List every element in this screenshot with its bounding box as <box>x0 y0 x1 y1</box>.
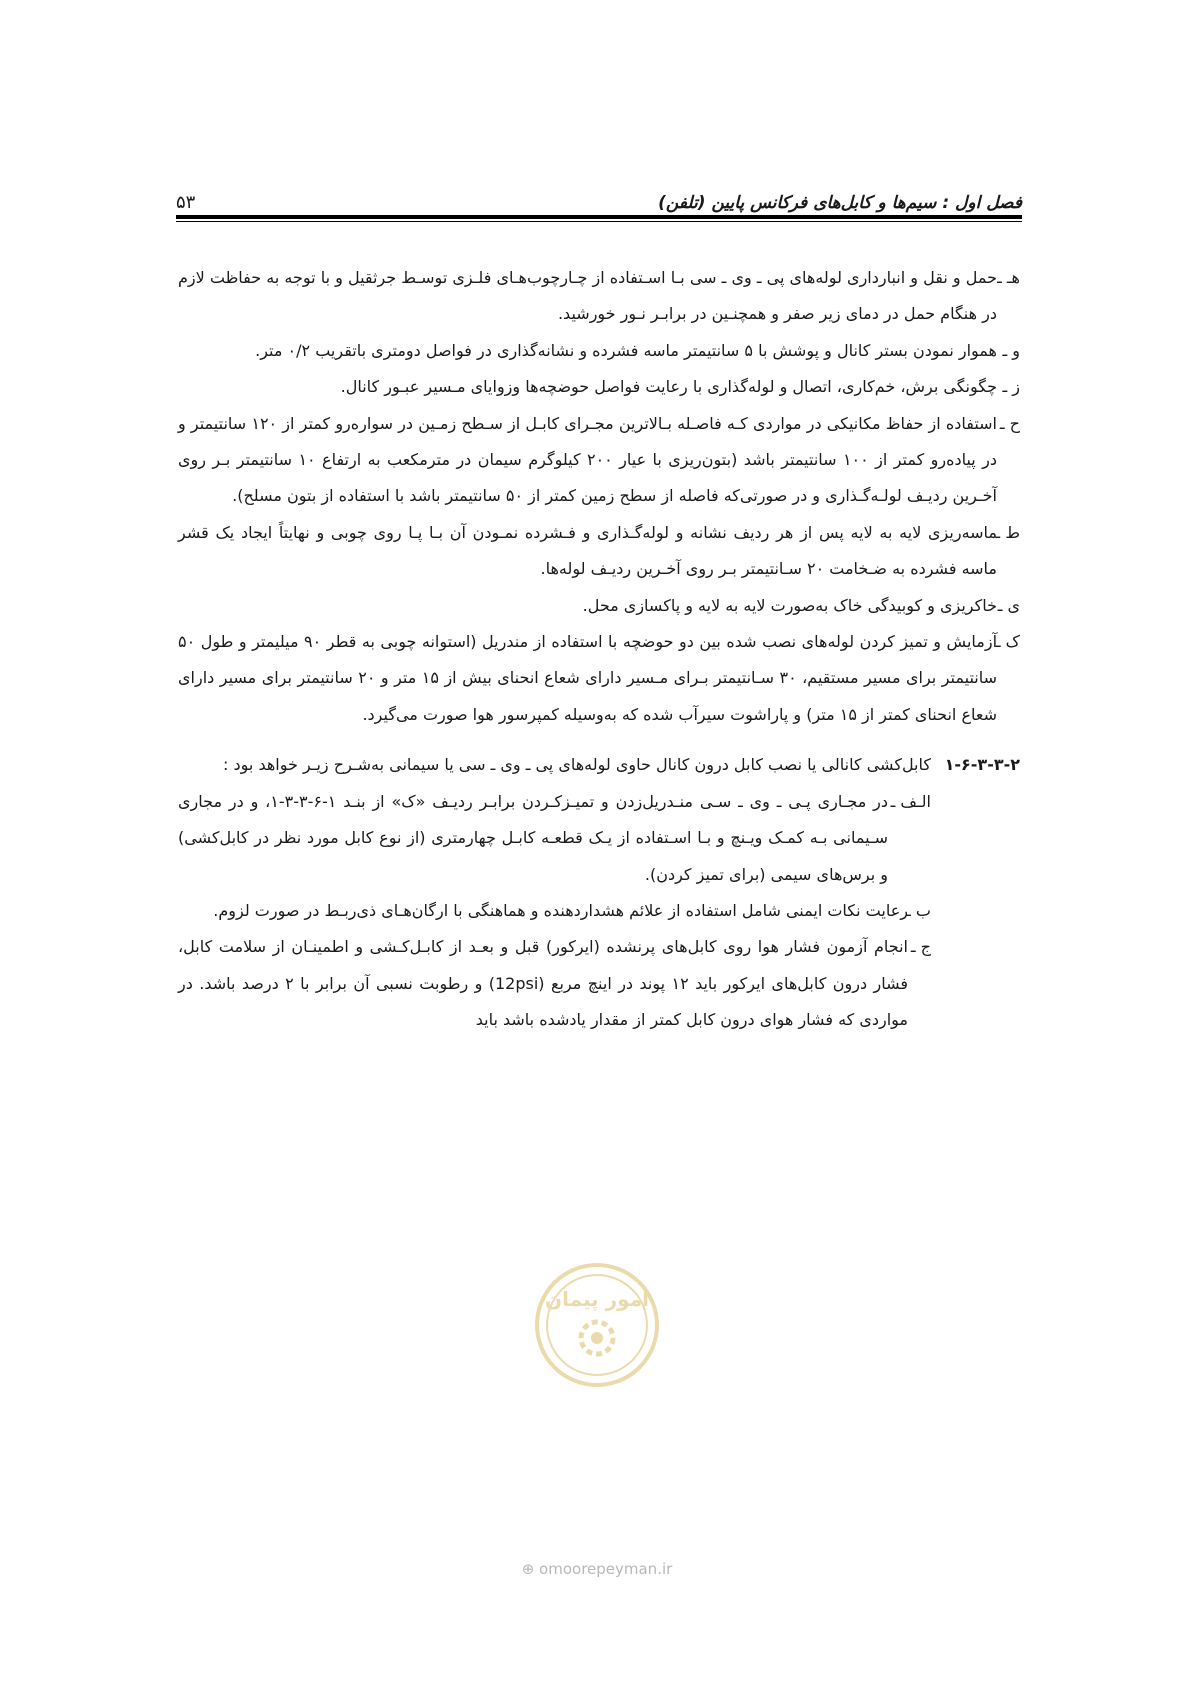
list-item <box>178 369 1020 405</box>
list-item <box>178 588 1020 624</box>
sub-item-text: در مجـاری پـی ـ وی ـ سـی منـدریل‌زدن و تمیـزکـردن برابـر ردیـف «ک» از بنـد ۱-۶-۳-۳-۱، و در مجاری سـیمانی بـه کمـک ویـنچ و بـا اسـتفاده از یـک قطعـه کابـل چهارمتری (از نوع کابل مورد نظر در کابل‌کشی) و برس‌های سیمی (برای تمیز کردن). <box>178 791 888 884</box>
sub-list-item <box>178 893 931 929</box>
section-intro: کابل‌کشی کانالی یا نصب کابل درون کانال حاوی لوله‌های پی ـ وی ـ سی یا سیمانی به‌شـرح زیـر خواهد بود : <box>223 755 931 775</box>
item-marker: ح ـ <box>999 413 1020 433</box>
section-block <box>178 747 1020 1038</box>
document-body <box>178 260 1020 1039</box>
item-text: استفاده از حفاظ مکانیکی در مواردی کـه فاصـله بـالاترین مجـرای کابـل از سـطح زمـین در سواره‌رو کمتر از ۱۲۰ سانتیمتر و در پیاده‌رو کمتر از ۱۰۰ سانتیمتر باشد (بتون‌ریزی با عیار ۲۰۰ کیلوگرم سیمان در مترمکعب به ارتفاع ۱۰ سانتیمتر بـر روی آخـرین ردیـف لولـه‌گـذاری و در صورتی‌که فاصله از سطح زمین کمتر از ۵۰ سانتیمتر باشد با استفاده از بتون مسلح). <box>178 413 997 506</box>
section-body <box>178 747 931 1038</box>
sub-list-item <box>178 929 931 1038</box>
list-item <box>178 624 1020 733</box>
page-header <box>176 183 1022 213</box>
watermark-text: امور پیمان <box>545 1287 649 1311</box>
sub-item-marker: ب ـ <box>906 900 931 920</box>
sub-item-text: انجام آزمون فشار هوا روی کابل‌های پرنشده (ایرکور) قبل و بعـد از کابـل‌کـشی و اطمینـان از سلامت کابل، فشار درون کابل‌های ایرکور باید ۱۲ پوند در اینچ مربع (12psi) و رطوبت نسبی آن برابر با ۲ درصد باشد. در مواردی که فشار هوای درون کابل کمتر از مقدار یادشده باشد باید <box>178 937 909 1030</box>
item-text: خاکریزی و کوبیدگی خاک به‌صورت لایه به لایه و پاکسازی محل. <box>582 595 997 615</box>
watermark-url-text: omoorepeyman.ir <box>539 1560 673 1578</box>
page-number: ۵۳ <box>176 192 196 213</box>
watermark-logo-icon <box>532 1260 662 1390</box>
item-marker: و ـ <box>1002 340 1020 360</box>
item-text: حمل و نقل و انبارداری لوله‌های پی ـ وی ـ سی بـا اسـتفاده از چـارچوب‌هـای فلـزی توسـط جرثقیل و با توجه به حفاظت لازم در هنگام حمل در دمای زیر صفر و همچنـین در برابـر نـور خورشید. <box>178 268 997 324</box>
sub-item-marker: الـف ـ <box>890 791 931 811</box>
header-rule-thick <box>176 215 1022 219</box>
item-text: هموار نمودن بستر کانال و پوشش با ۵ سانتیمتر ماسه فشرده و نشانه‌گذاری در فواصل دومتری باتقریب ۰/۲ متر. <box>255 340 997 360</box>
item-marker: ز ـ <box>1002 377 1020 397</box>
section-gap <box>178 733 1020 747</box>
chapter-title: فصل اول : سیم‌ها و کابل‌های فرکانس پایین (تلفن) <box>658 193 1022 213</box>
item-text: چگونگی برش، خم‌کاری، اتصال و لوله‌گذاری با رعایت فواصل حوضچه‌ها وزوایای مـسیر عبـور کانال. <box>340 377 997 397</box>
list-item <box>178 260 1020 333</box>
item-text: ماسه‌ریزی لایه به لایه پس از هر ردیف نشانه و لوله‌گـذاری و فـشرده نمـودن آن بـا پـا روی چوبی و نهایتاً ایجاد یک قشر ماسه فشرده به ضـخامت ۲۰ سـانتیمتر بـر روی آخـرین ردیـف لوله‌ها. <box>178 522 997 579</box>
header-rule-thin <box>176 221 1022 222</box>
globe-icon: ⊕ <box>521 1560 535 1578</box>
sub-item-marker: ج ـ <box>910 937 931 957</box>
item-marker: ی ـ <box>997 595 1020 615</box>
list-item <box>178 333 1020 369</box>
sub-item-text: رعایت نکات ایمنی شامل استفاده از علائم هشداردهنده و هماهنگی با ارگان‌هـای ذی‌ربـط در صورت لزوم. <box>213 900 908 920</box>
sub-list-item <box>178 784 931 893</box>
item-marker: ط ـ <box>995 522 1020 542</box>
section-number: ۱-۶-۳-۳-۲ <box>944 755 1020 775</box>
item-text: آزمایش و تمیز کردن لوله‌های نصب شده بین دو حوضچه با استفاده از مندریل (استوانه چوبی به قطر ۹۰ میلیمتر و طول ۵۰ سانتیمتر برای مسیر مستقیم، ۳۰ سـانتیمتر بـرای مـسیر دارای شعاع انحنای بیش از ۱۵ متر و ۲۰ سانتیمتر برای مسیر دارای شعاع انحنای کمتر از ۱۵ متر) و پاراشوت سیرآب شده که به‌وسیله کمپرسور هوا صورت می‌گیرد. <box>178 632 998 724</box>
item-marker: ک ـ <box>995 632 1020 652</box>
list-item <box>178 515 1020 588</box>
item-marker: هـ ـ <box>997 268 1020 287</box>
watermark-url <box>497 1560 697 1578</box>
list-item <box>178 406 1020 515</box>
